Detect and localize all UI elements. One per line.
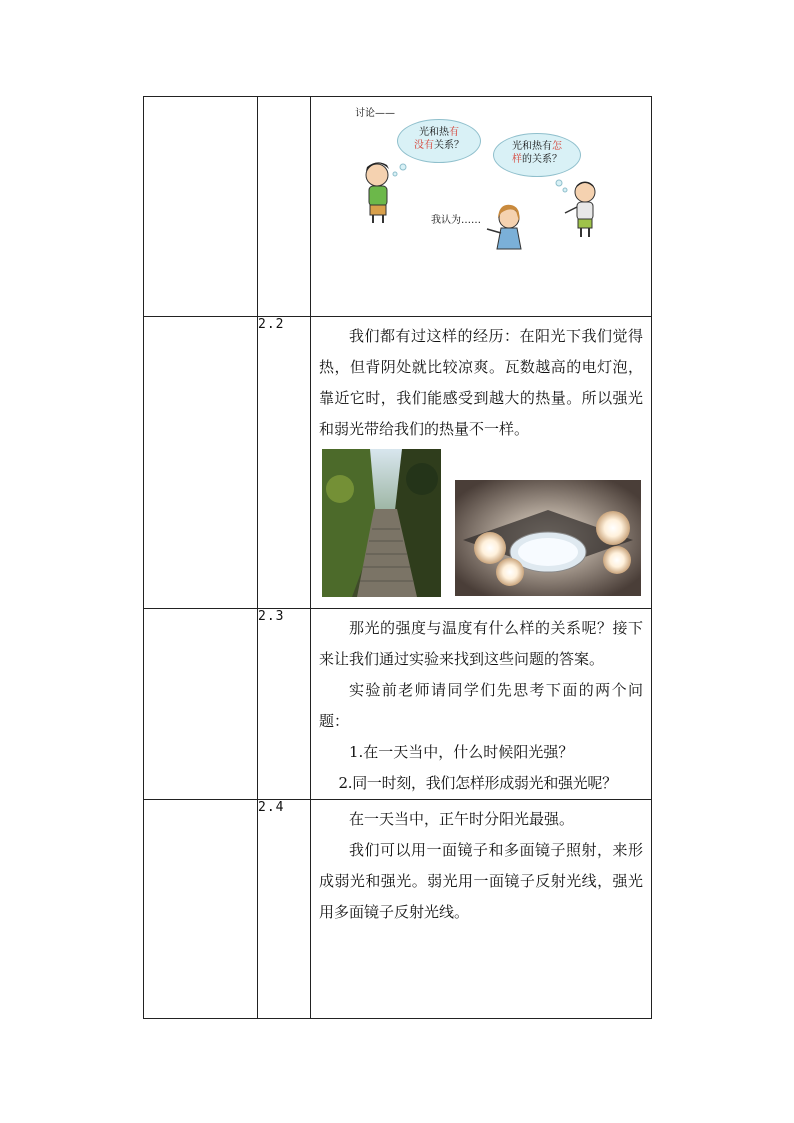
section-text: [311, 800, 651, 928]
discussion-illustration: [311, 97, 651, 315]
question-item: 2.同一时刻，我们怎样形成弱光和强光呢？: [338, 774, 617, 792]
table-cell: [311, 97, 652, 317]
forest-path-photo: [322, 449, 441, 597]
girl-figure: [487, 205, 521, 249]
table-row: [144, 800, 652, 1019]
table-cell: [144, 800, 258, 1019]
heat-lamp-photo: [455, 480, 641, 596]
cartoon-children: [311, 97, 651, 315]
thought-bubble-left: 光和热有 没有关系？: [397, 119, 481, 163]
table-cell: [258, 97, 311, 317]
paragraph: 那光的强度与温度有什么样的关系呢？接下来让我们通过实验来找到这些问题的答案。: [319, 619, 643, 668]
table-row: [144, 97, 652, 317]
discussion-title: 讨论——: [355, 108, 395, 119]
boy-left-figure: [366, 162, 389, 223]
table-cell: [311, 609, 652, 800]
photo-group: [311, 449, 651, 599]
paragraph: 我们可以用一面镜子和多面镜子照射，来形成弱光和强光。弱光用一面镜子反射光线，强光用多面镜子反射光线。: [319, 841, 643, 921]
paragraph: 实验前老师请同学们先思考下面的两个问题：: [319, 681, 643, 730]
question-item: 1.在一天当中，什么时候阳光强？: [349, 743, 574, 761]
section-text: [311, 609, 651, 799]
table-cell: [144, 317, 258, 609]
speech-text: 我认为……: [431, 215, 481, 226]
section-text: [311, 317, 651, 445]
table-cell: [144, 97, 258, 317]
paragraph: 在一天当中，正午时分阳光最强。: [349, 810, 575, 828]
lesson-table: [143, 96, 652, 1019]
section-number: 2.2: [258, 317, 311, 609]
thought-bubble-right: 光和热有怎 样的关系？: [493, 133, 581, 177]
table-cell: [311, 317, 652, 609]
table-cell: [144, 609, 258, 800]
table-row: [144, 317, 652, 609]
section-number: 2.3: [258, 609, 311, 800]
section-number: 2.4: [258, 800, 311, 1019]
table-cell: [311, 800, 652, 1019]
paragraph: 我们都有过这样的经历：在阳光下我们觉得热，但背阴处就比较凉爽。瓦数越高的电灯泡，靠近它时，我们能感受到越大的热量。所以强光和弱光带给我们的热量不一样。: [319, 327, 643, 438]
boy-right-figure: [565, 182, 595, 237]
table-row: [144, 609, 652, 800]
